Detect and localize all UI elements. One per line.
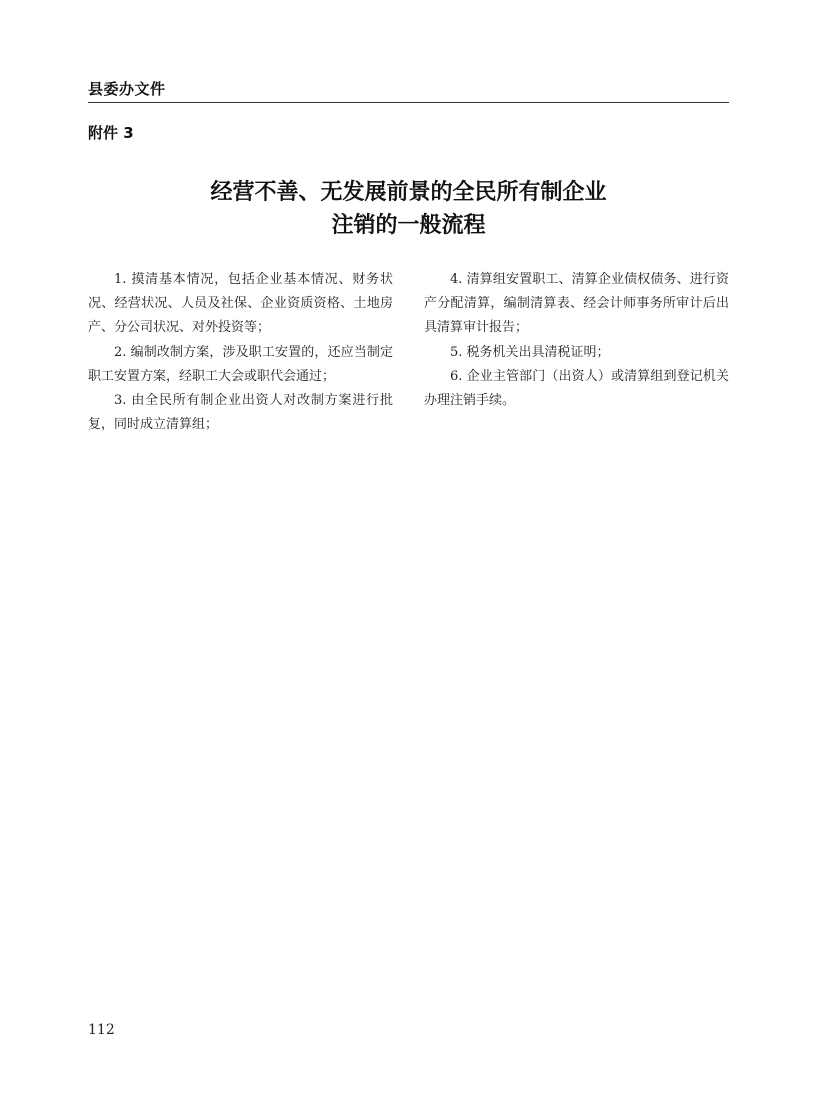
attachment-label: 附件 3 bbox=[88, 124, 134, 142]
right-column bbox=[424, 268, 729, 413]
document-title-line-2: 注销的一般流程 bbox=[331, 212, 486, 238]
step-6: 6. 企业主管部门（出资人）或清算组到登记机关办理注销手续。 bbox=[424, 368, 729, 409]
step-3: 3. 由全民所有制企业出资人对改制方案进行批复，同时成立清算组； bbox=[88, 393, 393, 433]
header-rule bbox=[88, 102, 729, 103]
page-number: 112 bbox=[88, 1022, 115, 1038]
document-title bbox=[88, 176, 729, 242]
step-4: 4. 清算组安置职工、清算企业债权债务、进行资产分配清算，编制清算表、经会计师事务所审计后出具清算审计报告； bbox=[424, 272, 729, 336]
step-1: 1. 摸清基本情况，包括企业基本情况、财务状况、经营状况、人员及社保、企业资质资格、土地房产、分公司状况、对外投资等； bbox=[88, 272, 393, 336]
step-2: 2. 编制改制方案，涉及职工安置的，还应当制定职工安置方案，经职工大会或职代会通过； bbox=[88, 344, 393, 384]
step-5: 5. 税务机关出具清税证明； bbox=[450, 344, 610, 360]
header-title: 县委办文件 bbox=[88, 80, 166, 98]
left-column bbox=[88, 268, 393, 437]
document-title-line-1: 经营不善、无发展前景的全民所有制企业 bbox=[210, 179, 607, 205]
